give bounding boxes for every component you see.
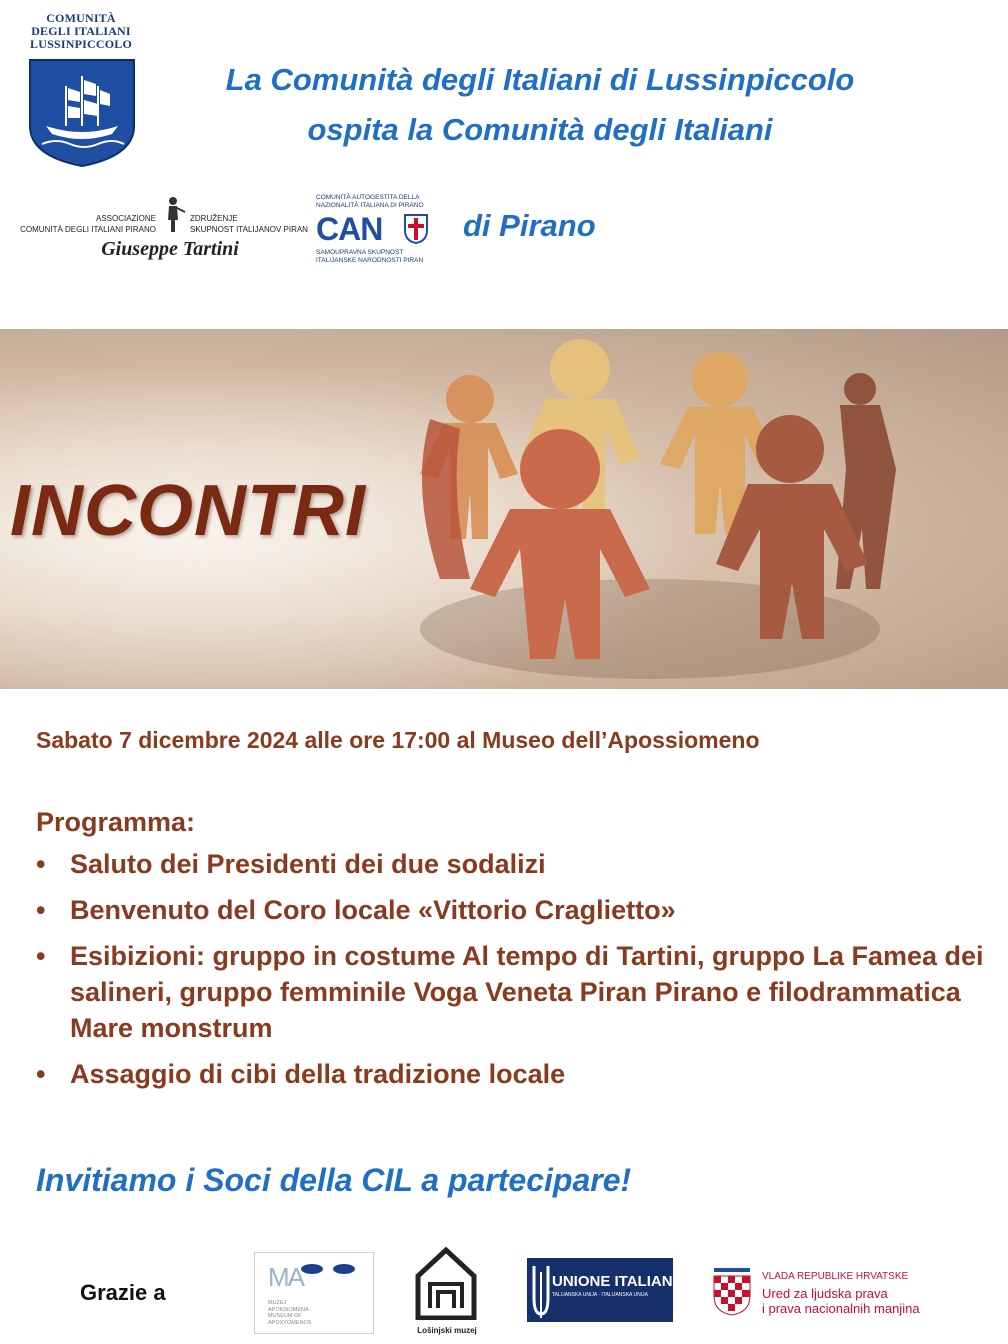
vlada-office-line: i prava nacionalnih manjina [762,1301,920,1316]
crest-ship-logo [26,56,138,168]
crest-title-line: COMUNITÀ [46,11,116,25]
crest-title-line: DEGLI ITALIANI [31,24,131,38]
bullet: • [36,849,46,879]
can-bottom-text [316,249,434,265]
losinj-museum-icon [414,1246,478,1320]
location-text: di Pirano [463,208,596,243]
museum-mark: MA [268,1262,303,1292]
tartini-zdr-text [190,213,308,235]
tartini-name: Giuseppe Tartini [101,238,239,260]
violinist-icon [160,196,186,234]
can-shield-icon [404,214,428,244]
invitation-text: Invitiamo i Soci della CIL a partecipare! [36,1162,632,1198]
list-item [36,846,986,882]
list-item [36,938,986,1046]
unione-italiana-sub: TALIJANSKA UNIJA · ITALIJANSKA UNIJA [552,1292,648,1298]
museum-name-line: APOKSIOMENA [268,1306,309,1313]
can-top-text [316,194,434,210]
museum-name-line: APOXYOMENOS [268,1319,312,1326]
unione-italiana-name: UNIONE ITALIANA [552,1273,684,1290]
tartini-assoc-line: ASSOCIAZIONE [95,214,156,223]
museum-name [268,1300,368,1326]
vlada-title: VLADA REPUBLIKE HRVATSKE [762,1271,909,1282]
list-item [36,892,986,928]
museum-name-line: MUZEJ [268,1300,287,1306]
crest-title [22,12,140,51]
program-label: Programma: [36,807,196,837]
program-list [36,846,986,1102]
thanks-label: Grazie a [80,1280,166,1305]
list-item-text: Assaggio di cibi della tradizione locale [70,1059,566,1089]
can-logo [316,212,430,246]
museum-name-line: MUSEUM OF [268,1313,302,1319]
can-top-line: COMUNITÀ AUTOGESTITA DELLA [316,194,420,201]
croatian-coat-of-arms-icon [712,1268,752,1316]
can-logo-text: CAN [316,211,383,247]
headline-line-1: La Comunità degli Italiani di Lussinpiccolo [225,62,855,97]
unione-italiana-u-icon [531,1264,551,1320]
tartini-assoc-text [10,213,156,235]
tartini-zdr-line: ZDRUŽENJE [190,214,238,223]
banner-title: INCONTRI [10,471,366,551]
crest-title-line: LUSSINPICCOLO [30,37,132,51]
list-item-text: Saluto dei Presidenti dei due sodalizi [70,849,546,879]
can-top-line: NAZIONALITÀ ITALIANA DI PIRANO [316,202,424,209]
museum-eyes-icon [300,1262,356,1276]
tartini-zdr-line: SKUPNOST ITALIJANOV PIRAN [190,225,308,234]
bullet: • [36,895,46,925]
vlada-office [762,1286,920,1316]
vlada-office-line: Ured za ljudska prava [762,1286,888,1301]
bullet: • [36,1059,46,1089]
list-item-text: Benvenuto del Coro locale «Vittorio Craglietto» [70,895,676,925]
event-date-line: Sabato 7 dicembre 2024 alle ore 17:00 al Museo dell’Apossiomeno [36,727,760,753]
list-item [36,1056,986,1092]
can-bottom-line: ITALIJANSKE NARODNOSTI PIRAN [316,257,424,264]
headline-line-2: ospita la Comunità degli Italiani [307,112,773,147]
tartini-assoc-line: COMUNITÀ DEGLI ITALIANI PIRANO [20,225,156,234]
bullet: • [36,941,46,971]
can-bottom-line: SAMOUPRAVNA SKUPNOST [316,249,404,256]
losinj-museum-label: Lošinjski muzej [417,1326,477,1335]
list-item-text: Esibizioni: gruppo in costume Al tempo di Tartini, gruppo La Famea dei salineri, gruppo femminile Voga Veneta Piran Pirano e filodrammatica Mare monstrum [70,941,984,1043]
